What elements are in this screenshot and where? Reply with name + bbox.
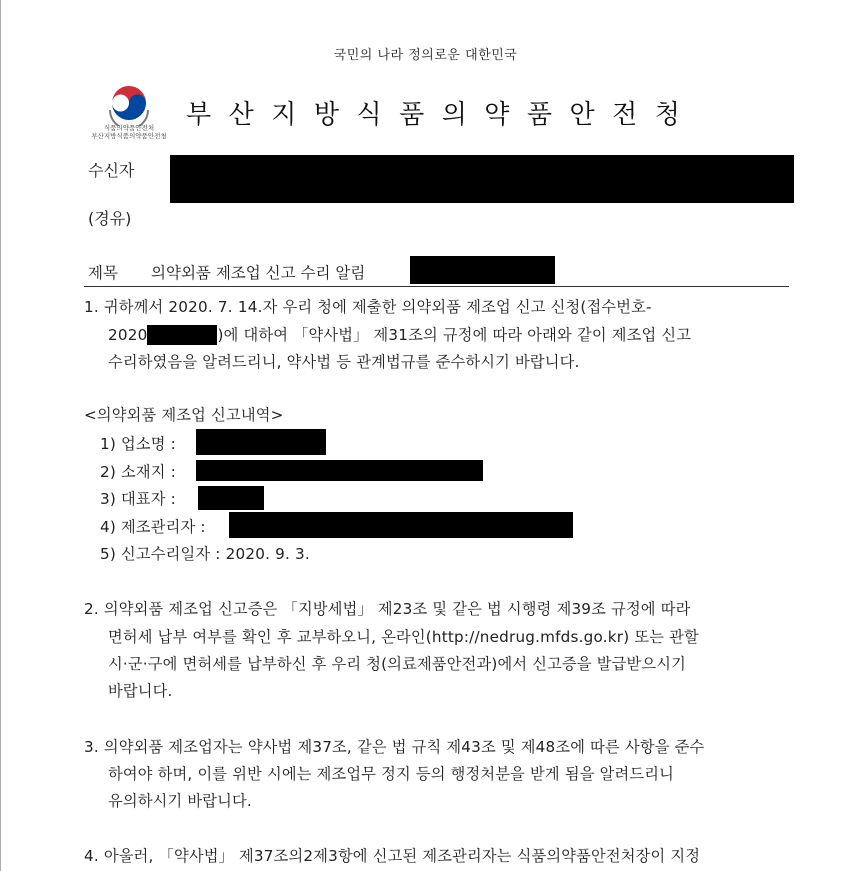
p1-line-2-prefix: 2020 [108,326,148,344]
p2-line-2: 면허세 납부 여부를 확인 후 교부하오니, 온라인(http://nedrug.mfds.go.kr) 또는 관할 [108,628,699,646]
p2-line-4: 바랍니다. [108,682,173,700]
detail-representative: 3) 대표자 : [100,490,176,508]
detail-business-name: 1) 업소명 : [100,435,176,453]
p3-line-1: 3. 의약외품 제조업자는 약사법 제37조, 같은 법 규칙 제43조 및 제48조에 따른 사항을 준수 [84,738,705,756]
via-label: (경유) [88,209,132,228]
subject-redaction [410,256,555,284]
detail-address: 2) 소재지 : [100,463,176,481]
manager-redaction [229,512,573,538]
details-heading: <의약외품 제조업 신고내역> [84,406,284,424]
logo-text-agency: 부산지방식품의약품안전청 [91,132,167,140]
recipient-redaction [170,155,794,203]
header-slogan: 국민의 나라 정의로운 대한민국 [333,48,518,63]
agency-title: 부산지방식품의약품안전청 [186,100,698,130]
detail-manufacturing-manager: 4) 제조관리자 : [100,518,206,536]
p3-line-2: 하여야 하며, 이를 위반 시에는 제조업무 정지 등의 행정처분을 받게 됨을 알려드리니 [108,765,674,783]
taegeuk-emblem-icon [108,86,150,126]
p2-line-1: 2. 의약외품 제조업 신고증은 「지방세법」 제23조 및 같은 법 시행령 제39조 규정에 따라 [84,600,691,618]
p1-line-3: 수리하였음을 알려드리니, 약사법 등 관계법규를 준수하시기 바랍니다. [108,353,580,371]
receipt-number-redaction [147,325,217,345]
p4-line-1: 4. 아울러, 「약사법」 제37조의2제3항에 신고된 제조관리자는 식품의약품안전처장이 지정 [84,847,701,865]
p1-line-2 [108,324,691,345]
address-redaction [196,460,483,481]
agency-logo [84,86,174,142]
page-left-border [0,0,1,871]
subject-text: 의약외품 제조업 신고 수리 알림 [151,264,366,282]
p1-line-2-rest: )에 대하여 「약사법」 제31조의 규정에 따라 아래와 같이 제조업 신고 [217,326,692,344]
subject-divider [84,286,789,287]
p3-line-3: 유의하시기 바랍니다. [108,792,252,810]
p2-line-3: 시·군·구에 면허세를 납부하신 후 우리 청(의료제품안전과)에서 신고증을 발급받으시기 [108,655,686,673]
representative-redaction [198,486,264,510]
subject-label: 제목 [88,264,118,282]
business-name-redaction [196,429,326,455]
p1-line-1: 1. 귀하께서 2020. 7. 14.자 우리 청에 제출한 의약외품 제조업 신고 신청(접수번호- [84,298,652,316]
recipient-label: 수신자 [88,161,135,180]
detail-acceptance-date: 5) 신고수리일자 : 2020. 9. 3. [100,545,310,563]
logo-text-ministry: 식품의약품안전처 [103,124,155,132]
